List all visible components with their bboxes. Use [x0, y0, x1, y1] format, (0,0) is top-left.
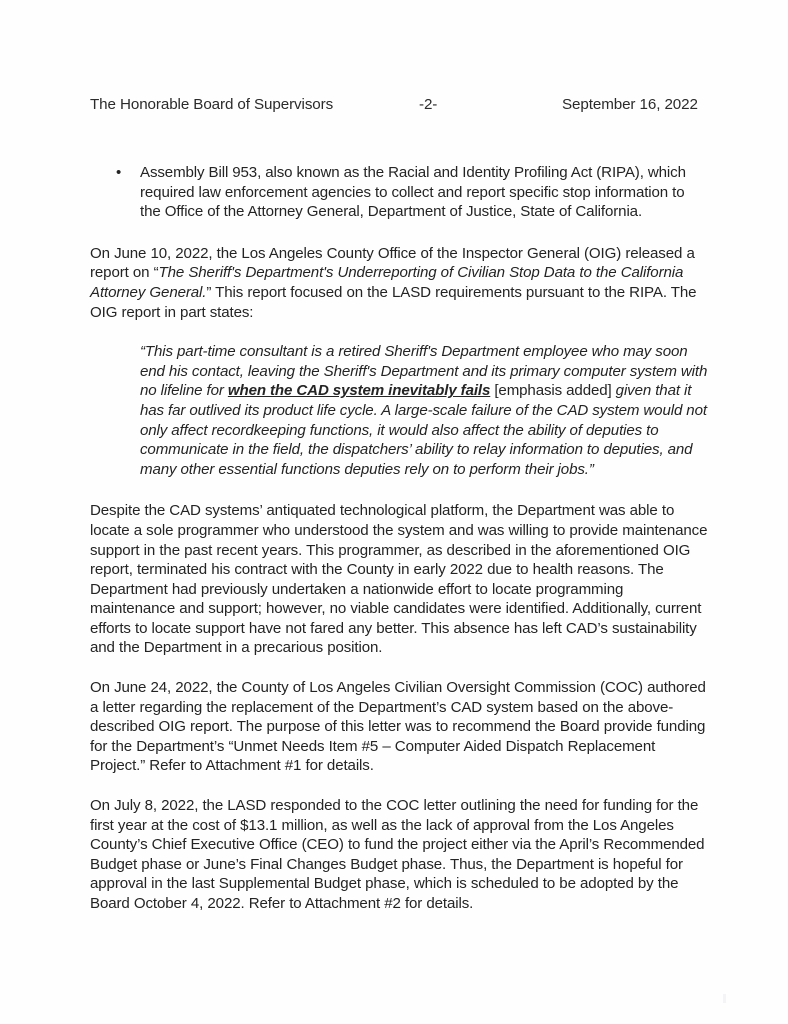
quote-part-2: given that it has far outlived its product life cycle. A large-scale failure of the CAD system would not only affect recordkeeping functions, it would also affect the ability of deputies to communicate in the field, the dispatchers’ ability to relay information to deputies, and many other essential functions deputies rely on to perform their jobs.”	[140, 382, 707, 478]
paragraph-oig-report-intro	[90, 244, 708, 322]
header-recipient: The Honorable Board of Supervisors	[90, 96, 334, 113]
bullet-item-text: Assembly Bill 953, also known as the Racial and Identity Profiling Act (RIPA), which required law enforcement agencies to collect and report specific stop information to the Office of the Attorney General, Department of Justice, State of California.	[140, 164, 686, 221]
document-header	[90, 96, 708, 118]
paragraph-despite-cad: Despite the CAD systems’ antiquated technological platform, the Department was able to locate a sole programmer who understood the system and was willing to provide maintenance support in the past recent years. This programmer, as described in the aforementioned OIG report, terminated his contract with the County in early 2022 due to health reasons. The Department had previously undertaken a nationwide effort to locate programming maintenance and support; however, no viable candidates were identified. Additionally, current efforts to locate support have not fared any better. This absence has left CAD’s sustainability and the Department in a precarious position.	[90, 502, 708, 657]
bullet-list	[90, 163, 708, 222]
oig-intro-lead: On June 10, 2022, the Los Angeles County Office of the Inspector General (OIG) released a report on “	[90, 244, 695, 282]
bullet-dot-icon: •	[116, 164, 122, 181]
oig-intro-tail: ” This report focused on the LASD requirements pursuant to the RIPA. The OIG report in part states:	[90, 283, 697, 321]
document-body	[90, 163, 708, 934]
quote-emphasis-bracket: [emphasis added]	[490, 382, 612, 400]
paragraph-july-8-lasd: On July 8, 2022, the LASD responded to the COC letter outlining the need for funding for the first year at the cost of $13.1 million, as well as the lack of approval from the Los Angeles County’s Chief Executive Office (CEO) to fund the project either via the April’s Recommended Budget phase or June’s Final Changes Budget phase. Thus, the Department is hopeful for approval in the last Supplemental Budget phase, which is scheduled to be adopted by the Board October 4, 2022. Refer to Attachment #2 for details.	[90, 797, 705, 912]
paragraph-june-24-coc: On June 24, 2022, the County of Los Angeles Civilian Oversight Commission (COC) authored a letter regarding the replacement of the Department’s CAD system based on the above-described OIG report. The purpose of this letter was to recommend the Board provide funding for the Department’s “Unmet Needs Item #5 – Computer Aided Dispatch Replacement Project.” Refer to Attachment #1 for details.	[90, 679, 706, 775]
quote-emphasis-phrase: when the CAD system inevitably fails	[227, 382, 491, 400]
scan-artifact	[723, 994, 726, 1003]
oig-report-title: The Sheriff's Department's Underreporting of Civilian Stop Data to the California Attorney General.	[90, 264, 684, 301]
quote-part-1: “This part-time consultant is a retired Sheriff's Department employee who may soon end his contact, leaving the Sheriff's Department and its primary computer system with no lifeline for	[140, 343, 708, 400]
list-item	[90, 163, 708, 222]
header-page-number: -2-	[419, 96, 438, 113]
block-quote-oig	[90, 342, 708, 479]
header-date: September 16, 2022	[562, 96, 698, 113]
